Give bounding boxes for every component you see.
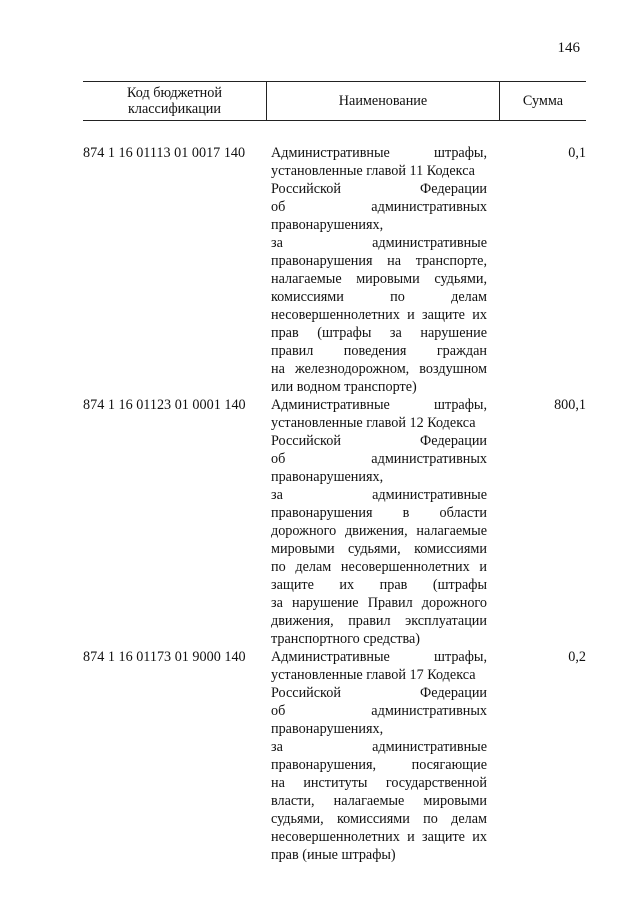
row-name-line: или водном транспорте) xyxy=(271,379,417,395)
row-name-line: правонарушения в области xyxy=(271,505,487,521)
row-name-line: правонарушения, посягающие xyxy=(271,757,487,773)
row-name-line: прав (иные штрафы) xyxy=(271,847,396,863)
row-name-line: за административные xyxy=(271,739,487,755)
budget-code: 874 1 16 01173 01 9000 140 xyxy=(83,649,246,665)
table-row xyxy=(83,648,586,864)
row-name-line: Административные штрафы, xyxy=(271,145,487,161)
row-sum: 800,1 xyxy=(554,397,586,413)
row-name-line: Российской Федерации xyxy=(271,433,487,449)
row-name-line: Российской Федерации xyxy=(271,181,487,197)
row-name-line: правонарушениях, xyxy=(271,469,384,485)
header-code-line2: классификации xyxy=(127,101,221,117)
row-sum: 0,2 xyxy=(568,649,586,665)
row-name-line: об административных xyxy=(271,199,487,215)
page-number: 146 xyxy=(557,40,580,56)
row-name xyxy=(271,144,487,396)
row-name-line: Административные штрафы, xyxy=(271,649,487,665)
row-name-line: несовершеннолетних и защите их xyxy=(271,307,487,323)
row-name-line: по делам несовершеннолетних и xyxy=(271,559,487,575)
row-name-line: судьями, комиссиями по делам xyxy=(271,811,487,827)
row-name-line: мировыми судьями, комиссиями xyxy=(271,541,487,557)
row-name-line: установленные главой 12 Кодекса xyxy=(271,415,476,431)
row-name-line: правил поведения граждан xyxy=(271,343,487,359)
row-name-line: установленные главой 11 Кодекса xyxy=(271,163,475,179)
header-sum-cell: Сумма xyxy=(522,93,564,109)
row-name-line: за нарушение Правил дорожного xyxy=(271,595,487,611)
row-name-line: дорожного движения, налагаемые xyxy=(271,523,487,539)
row-name xyxy=(271,648,487,864)
table-row xyxy=(83,144,586,396)
row-name-line: Административные штрафы, xyxy=(271,397,487,413)
row-name-line: правонарушениях, xyxy=(271,217,384,233)
row-name-line: правонарушениях, xyxy=(271,721,384,737)
row-name-line: об административных xyxy=(271,451,487,467)
budget-code: 874 1 16 01123 01 0001 140 xyxy=(83,397,246,413)
table-header xyxy=(83,81,586,121)
row-name-line: Российской Федерации xyxy=(271,685,487,701)
row-name-line: власти, налагаемые мировыми xyxy=(271,793,487,809)
header-code-line1: Код бюджетной xyxy=(127,85,222,101)
row-name-line: защите их прав (штрафы xyxy=(271,577,487,593)
row-name-line: за административные xyxy=(271,235,487,251)
row-name-line: установленные главой 17 Кодекса xyxy=(271,667,476,683)
table-body xyxy=(83,144,586,864)
budget-code: 874 1 16 01113 01 0017 140 xyxy=(83,145,246,161)
row-sum: 0,1 xyxy=(568,145,586,161)
row-name-line: на институты государственной xyxy=(271,775,487,791)
row-name-line: за административные xyxy=(271,487,487,503)
row-name-line: движения, правил эксплуатации xyxy=(271,613,487,629)
row-name xyxy=(271,396,487,648)
row-name-line: комиссиями по делам xyxy=(271,289,487,305)
row-name-line: налагаемые мировыми судьями, xyxy=(271,271,487,287)
row-name-line: транспортного средства) xyxy=(271,631,420,647)
header-name-cell: Наименование xyxy=(267,82,500,120)
row-name-line: на железнодорожном, воздушном xyxy=(271,361,487,377)
row-name-line: правонарушения на транспорте, xyxy=(271,253,487,269)
row-name-line: об административных xyxy=(271,703,487,719)
table-row xyxy=(83,396,586,648)
header-code-cell xyxy=(83,82,267,120)
row-name-line: прав (штрафы за нарушение xyxy=(271,325,487,341)
row-name-line: несовершеннолетних и защите их xyxy=(271,829,487,845)
